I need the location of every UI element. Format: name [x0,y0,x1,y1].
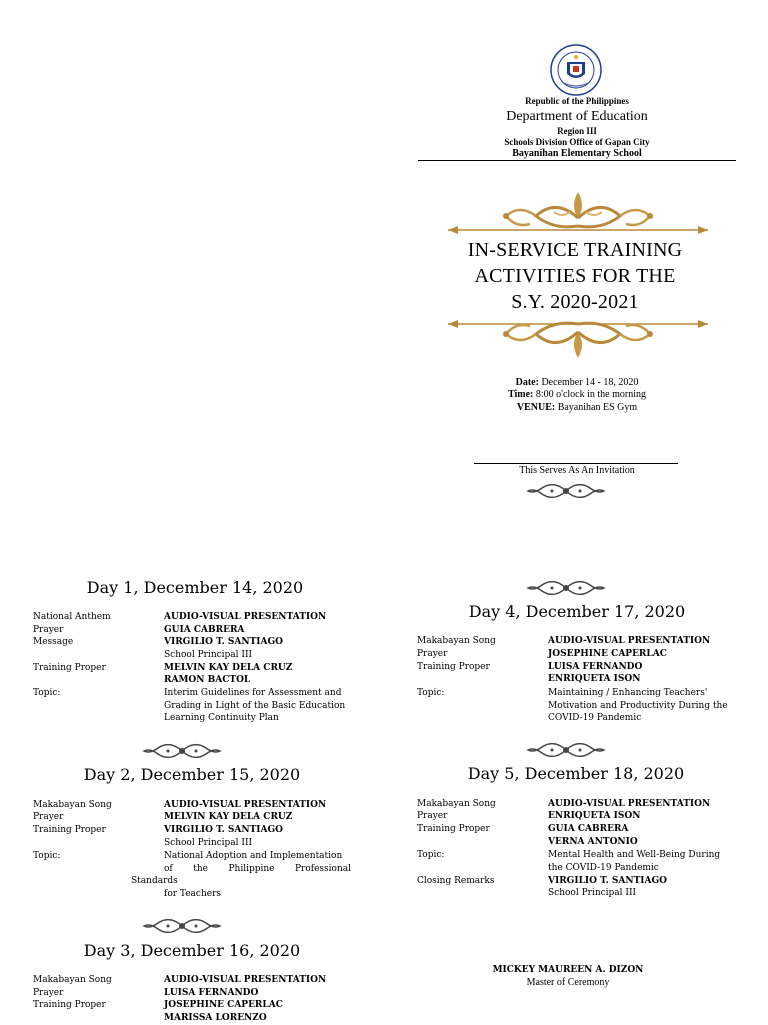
schedule-subtitle: School Principal III [164,650,253,660]
date-line [418,377,736,389]
topic-line: Learning Continuity Plan [164,713,279,723]
schedule-value-2: VERNA ANTONIO [548,837,638,847]
venue-line [418,402,736,414]
schedule-label: Prayer [417,811,448,821]
schedule-label: Training Proper [417,662,490,672]
deped-seal-logo [550,44,602,96]
schedule-value: VIRGILIO T. SANTIAGO [548,876,668,886]
title-line-2: ACTIVITIES FOR THE [474,265,676,287]
schedule-value: MELVIN KAY DELA CRUZ [164,812,293,822]
topic-line: the COVID-19 Pandemic [548,863,659,873]
topic-line: COVID-19 Pandemic [548,713,642,723]
emcee-name: MICKEY MAUREEN A. DIZON [492,965,644,975]
schedule-value: MELVIN KAY DELA CRUZ [164,663,293,673]
signature-line [474,463,678,464]
schedule-value: GUIA CABRERA [164,625,245,635]
schedule-label: Message [33,637,74,647]
region-text: Region III [557,126,597,136]
schedule-label: Topic: [417,688,445,698]
republic-text: Republic of the Philippines [525,96,629,106]
topic-line: for Teachers [164,889,221,899]
day1-title: Day 1, December 14, 2020 [86,578,304,597]
topic-line: Motivation and Productivity During the [548,701,728,711]
schedule-value: AUDIO-VISUAL PRESENTATION [548,636,711,646]
small-ornament [140,740,224,762]
event-title [430,237,720,315]
schedule-label: Topic: [33,851,61,861]
topic-line: Maintaining / Enhancing Teachers' [548,688,708,698]
date-label: Date: [515,377,539,388]
division-text: Schools Division Office of Gapan City [504,137,650,147]
schedule-label: Makabayan Song [417,636,496,646]
schedule-label: Training Proper [33,1000,106,1010]
schedule-value: LUISA FERNANDO [548,662,643,672]
schedule-label: Training Proper [417,824,490,834]
schedule-value-2: MARISSA LORENZO [164,1013,267,1023]
schedule-subtitle: School Principal III [164,838,253,848]
title-line-1: IN-SERVICE TRAINING [467,239,683,261]
title-line-3: S.Y. 2020-2021 [511,291,639,313]
time-value: 8:00 o'clock in the morning [533,389,646,400]
schedule-value: ENRIQUETA ISON [548,811,641,821]
day5-title: Day 5, December 18, 2020 [467,764,685,783]
schedule-label: Makabayan Song [33,800,112,810]
day4-title: Day 4, December 17, 2020 [468,602,686,621]
schedule-label: National Anthem [33,612,111,622]
small-ornament [140,915,224,937]
venue-value: Bayanihan ES Gym [555,402,638,413]
schedule-label: Makabayan Song [33,975,112,985]
topic-line: Grading in Light of the Basic Education [164,701,346,711]
schedule-value: AUDIO-VISUAL PRESENTATION [548,799,711,809]
emcee-role: Master of Ceremony [526,977,610,988]
school-text: Bayanihan Elementary School [512,148,642,159]
invitation-text: This Serves As An Invitation [519,465,635,476]
schedule-label: Topic: [33,688,61,698]
top-gold-ornament [444,188,712,240]
small-ornament [524,739,608,761]
bottom-gold-ornament [444,314,712,362]
schedule-value: JOSEPHINE CAPERLAC [164,1000,283,1010]
schedule-label: Prayer [417,649,448,659]
time-label: Time: [508,389,534,400]
schedule-label: Prayer [33,812,64,822]
schedule-value: LUISA FERNANDO [164,988,259,998]
schedule-value: GUIA CABRERA [548,824,629,834]
schedule-value: AUDIO-VISUAL PRESENTATION [164,800,327,810]
topic-line: National Adoption and Implementation [164,851,343,861]
schedule-value: VIRGILIO T. SANTIAGO [164,637,284,647]
schedule-label: Prayer [33,988,64,998]
schedule-label: Closing Remarks [417,876,495,886]
small-ornament [524,577,608,599]
schedule-value: JOSEPHINE CAPERLAC [548,649,667,659]
schedule-value: AUDIO-VISUAL PRESENTATION [164,975,327,985]
time-line [418,389,736,401]
date-value: December 14 - 18, 2020 [538,377,639,388]
schedule-label: Training Proper [33,825,106,835]
schedule-label: Prayer [33,625,64,635]
schedule-value: VIRGILIO T. SANTIAGO [164,825,284,835]
schedule-label: Topic: [417,850,445,860]
topic-line: Mental Health and Well-Being During [548,850,721,860]
topic-line: of the Philippine Professional [164,864,351,874]
topic-line: Interim Guidelines for Assessment and [164,688,342,698]
header-divider [418,160,736,161]
schedule-label: Makabayan Song [417,799,496,809]
day2-title: Day 2, December 15, 2020 [83,765,301,784]
schedule-value-2: RAMON BACTOL [164,675,251,685]
schedule-subtitle: School Principal III [548,888,637,898]
day3-title: Day 3, December 16, 2020 [83,941,301,960]
department-text: Department of Education [506,109,648,124]
venue-label: VENUE: [516,402,556,413]
schedule-value-2: ENRIQUETA ISON [548,674,641,684]
small-ornament [524,480,608,502]
schedule-value: AUDIO-VISUAL PRESENTATION [164,612,327,622]
topic-line: Standards [131,876,178,886]
schedule-label: Training Proper [33,663,106,673]
